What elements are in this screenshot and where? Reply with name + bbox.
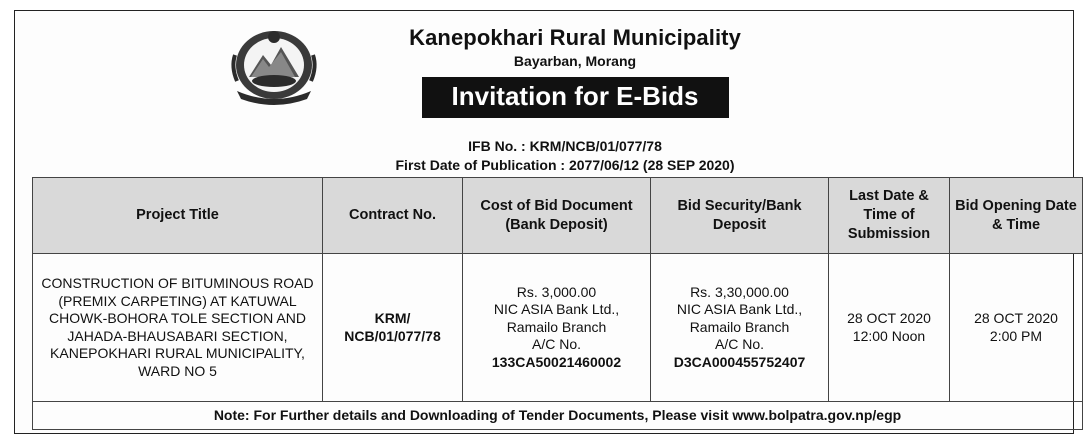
opening-cell: [950, 254, 1083, 402]
bid-table: [32, 177, 1083, 430]
bid-security-amount: Rs. 3,30,000.00: [690, 283, 789, 300]
column-header-opening: Bid Opening Date & Time: [950, 178, 1083, 254]
bid-security-ac-label: A/C No.: [714, 336, 764, 353]
notice-banner: Invitation for E-Bids: [422, 77, 729, 118]
submission-date: 28 OCT 2020: [847, 310, 931, 326]
submission-cell: [829, 254, 950, 402]
column-header-project-title: Project Title: [33, 178, 323, 254]
opening-time: 2:00 PM: [989, 327, 1043, 344]
bid-cost-branch: Ramailo Branch: [506, 318, 607, 335]
bid-cost-ac-label: A/C No.: [531, 336, 581, 353]
organization-name: Kanepokhari Rural Municipality: [409, 25, 741, 50]
submission-time: 12:00 Noon: [852, 327, 926, 344]
bid-cost-cell: [463, 254, 651, 402]
notice-header: [335, 25, 815, 118]
bid-security-cell: [651, 254, 829, 402]
bid-security-bank: NIC ASIA Bank Ltd.,: [676, 301, 803, 318]
bid-security-branch: Ramailo Branch: [689, 318, 790, 335]
column-header-bid-security: Bid Security/Bank Deposit: [651, 178, 829, 254]
bid-cost-amount: Rs. 3,000.00: [516, 283, 597, 300]
project-title: CONSTRUCTION OF BITUMINOUS ROAD (PREMIX CARPETING) AT KATUWAL CHOWK-BOHORA TOLE SECTION AND JAHADA-BHAUSABARI SECTION, KANEPOKHARI RURAL MUNICIPALITY, WARD NO 5: [33, 254, 323, 402]
note-row: [33, 402, 1083, 430]
tender-notice: [14, 10, 1077, 434]
column-header-bid-cost: Cost of Bid Document (Bank Deposit): [463, 178, 651, 254]
bid-cost-bank: NIC ASIA Bank Ltd.,: [493, 301, 620, 318]
nepal-government-emblem-icon: [227, 25, 321, 107]
column-header-contract-no: Contract No.: [323, 178, 463, 254]
organization-address: Bayarban, Morang: [513, 53, 637, 69]
publication-date: First Date of Publication : 2077/06/12 (28 SEP 2020): [395, 157, 735, 173]
column-header-submission: Last Date & Time of Submission: [829, 178, 950, 254]
bid-cost-ac-number: 133CA50021460002: [491, 353, 622, 370]
tender-note: Note: For Further details and Downloading of Tender Documents, Please visit www.bolpatra.gov.np/egp: [33, 402, 1083, 430]
ifb-details: [315, 137, 815, 175]
table-row: [33, 254, 1083, 402]
opening-date: 28 OCT 2020: [974, 310, 1058, 326]
contract-number: KRM/ NCB/01/077/78: [323, 254, 463, 402]
bid-security-ac-number: D3CA000455752407: [673, 353, 806, 370]
ifb-number: IFB No. : KRM/NCB/01/077/78: [468, 138, 662, 154]
table-header-row: [33, 178, 1083, 254]
